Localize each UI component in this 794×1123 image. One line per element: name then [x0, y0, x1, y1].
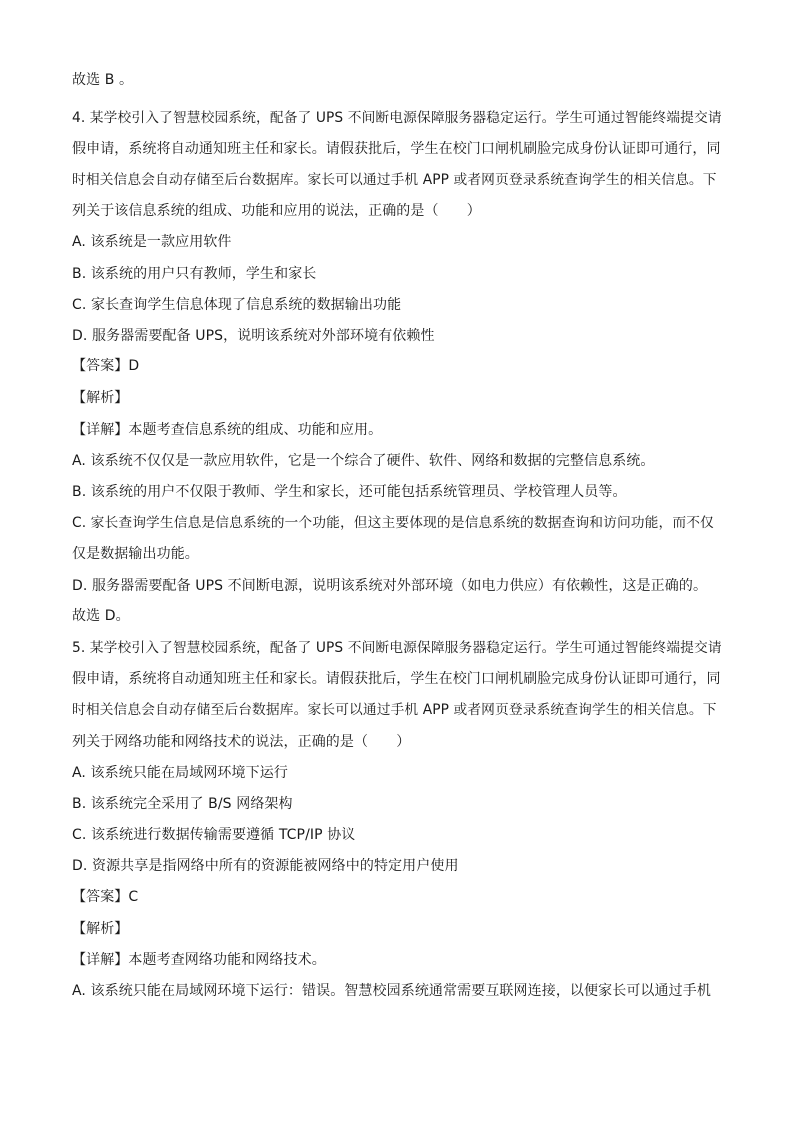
question-5-stem-line: 时相关信息会自动存储至后台数据库。家长可以通过手机 APP 或者网页登录系统查询学生的相关信息。下: [72, 702, 717, 718]
question-4-explain-c-cont: 仅是数据输出功能。: [72, 546, 199, 562]
question-4-explain-b: B. 该系统的用户不仅限于教师、学生和家长，还可能包括系统管理员、学校管理人员等。: [72, 484, 627, 500]
question-5-explain-a: A. 该系统只能在局域网环境下运行：错误。智慧校园系统通常需要互联网连接，以便家长可以通过手机: [72, 983, 711, 999]
question-5-stem-line: 5. 某学校引入了智慧校园系统，配备了 UPS 不间断电源保障服务器稳定运行。学生可通过智能终端提交请: [72, 640, 722, 656]
question-5-option-a: A. 该系统只能在局域网环境下运行: [72, 765, 288, 781]
question-4-option-d: D. 服务器需要配备 UPS，说明该系统对外部环境有依赖性: [72, 328, 435, 344]
question-5-stem-line: 假申请，系统将自动通知班主任和家长。请假获批后，学生在校门口闸机刷脸完成身份认证即可通行，同: [72, 671, 721, 687]
question-5-answer: 【答案】C: [72, 889, 139, 905]
question-4-option-b: B. 该系统的用户只有教师，学生和家长: [72, 266, 317, 282]
question-4-detail: 【详解】本题考查信息系统的组成、功能和应用。: [72, 422, 383, 438]
question-5-option-b: B. 该系统完全采用了 B/S 网络架构: [72, 796, 293, 812]
question-5-analysis-heading: 【解析】: [72, 921, 129, 937]
question-4-option-c: C. 家长查询学生信息体现了信息系统的数据输出功能: [72, 297, 402, 313]
question-4-stem-line: 列关于该信息系统的组成、功能和应用的说法，正确的是（ ）: [72, 203, 481, 219]
text-line: 故选 B 。: [72, 72, 134, 88]
question-5-detail: 【详解】本题考查网络功能和网络技术。: [72, 952, 326, 968]
question-4-stem-line: 假申请，系统将自动通知班主任和家长。请假获批后，学生在校门口闸机刷脸完成身份认证即可通行，同: [72, 141, 721, 157]
question-4-explain-c: C. 家长查询学生信息是信息系统的一个功能，但这主要体现的是信息系统的数据查询和访问功能，而不仅: [72, 515, 714, 531]
question-5-stem-line: 列关于网络功能和网络技术的说法，正确的是（ ）: [72, 734, 411, 750]
question-4-analysis-heading: 【解析】: [72, 390, 129, 406]
question-4-answer: 【答案】D: [72, 358, 140, 374]
question-5-option-c: C. 该系统进行数据传输需要遵循 TCP/IP 协议: [72, 827, 356, 843]
question-5-option-d: D. 资源共享是指网络中所有的资源能被网络中的特定用户使用: [72, 858, 459, 874]
question-4-explain-a: A. 该系统不仅仅是一款应用软件，它是一个综合了硬件、软件、网络和数据的完整信息系统。: [72, 453, 655, 469]
question-4-conclusion: 故选 D。: [72, 608, 130, 624]
question-4-option-a: A. 该系统是一款应用软件: [72, 234, 232, 250]
question-4-explain-d: D. 服务器需要配备 UPS 不间断电源，说明该系统对外部环境（如电力供应）有依赖性，这是正确的。: [72, 578, 708, 594]
question-4-stem-line: 4. 某学校引入了智慧校园系统，配备了 UPS 不间断电源保障服务器稳定运行。学生可通过智能终端提交请: [72, 110, 722, 126]
question-4-stem-line: 时相关信息会自动存储至后台数据库。家长可以通过手机 APP 或者网页登录系统查询学生的相关信息。下: [72, 172, 717, 188]
